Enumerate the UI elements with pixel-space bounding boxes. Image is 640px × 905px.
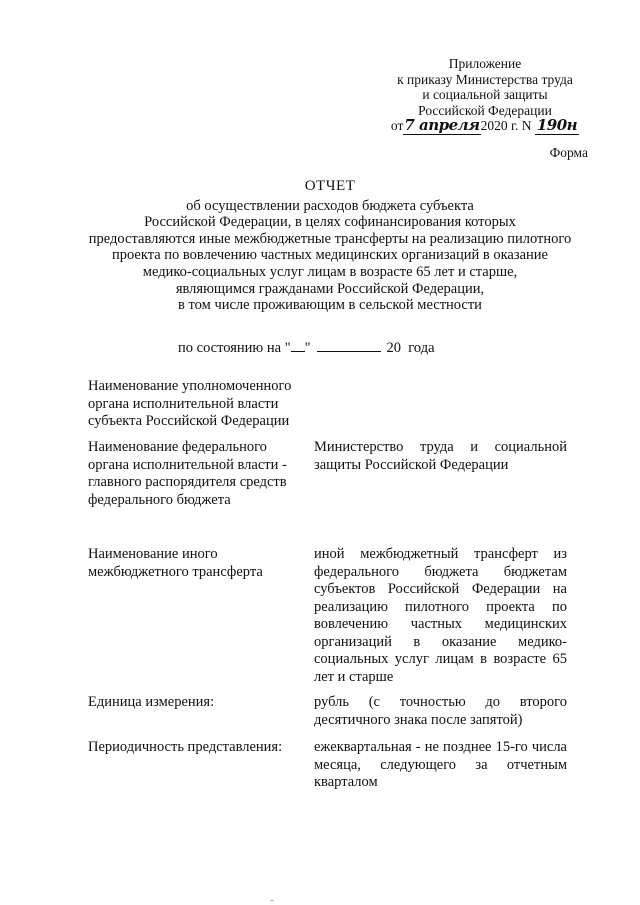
field-label-authorized-body: Наименование уполномоченного органа исполнительной власти субъекта Российской Федерации [88,378,292,429]
order-prefix: от [390,118,404,134]
order-reference [380,118,590,135]
month-blank[interactable] [317,341,381,352]
field-value-transfer-name: иной межбюджетный трансферт из федерального бюджета бюджетам субъектов Российской Федерации на реализацию пилотного проекта по вовлечению частных медицинских организаций в оказание медико-социальных услуг лицам в возрасте 65 лет и старше [314,546,567,685]
appendix-block [380,56,590,135]
field-label-federal-body: Наименование федерального органа исполнительной власти - главного распорядителя средств федерального бюджета [88,439,287,508]
appendix-line: к приказу Министерства труда [397,71,573,87]
field-value-unit: рубль (с точностью до второго десятичного знака после запятой) [314,694,567,728]
as-of-suffix: года [408,340,435,356]
field-label-unit: Единица измерения: [88,694,215,710]
field-value-federal-body: Министерство труда и социальной защиты Российской Федерации [314,439,567,473]
appendix-line: и социальной защиты [422,87,548,103]
title-line: являющимся гражданами Российской Федерации, [175,280,485,297]
field-value-periodicity: ежеквартальная - не позднее 15-го числа месяца, следующего за отчетным кварталом [314,739,567,790]
as-of-date-line [178,340,435,357]
day-blank[interactable] [291,341,305,352]
report-heading: ОТЧЕТ [304,178,356,194]
field-label-periodicity: Периодичность представления: [88,739,283,755]
title-line: об осуществлении расходов бюджета субъекта [186,197,474,214]
form-label: Форма [549,145,588,160]
appendix-line: Приложение [448,56,522,71]
field-label-transfer-name: Наименование иного межбюджетного трансферта [88,546,263,580]
title-line: проекта по вовлечению частных медицинских организаций в оказание [111,247,548,264]
title-line: Российской Федерации, в целях софинансирования которых [144,214,516,231]
as-of-year: 20 [386,340,402,356]
as-of-prefix: по состоянию на " [178,340,291,356]
report-title [80,178,580,314]
title-line: в том числе проживающим в сельской местности [178,297,482,314]
appendix-line: Российской Федерации [418,102,552,118]
order-year: 2020 г. N [480,118,532,134]
handwritten-order-date: 7 апреля [404,116,480,135]
as-of-quote: " [304,340,311,356]
handwritten-order-number: 190н [536,116,578,135]
scan-mark [270,900,274,905]
title-line: предоставляются иные межбюджетные трансферты на реализацию пилотного [88,230,572,247]
title-line: медико-социальных услуг лицам в возрасте 65 лет и старше, [142,263,518,280]
